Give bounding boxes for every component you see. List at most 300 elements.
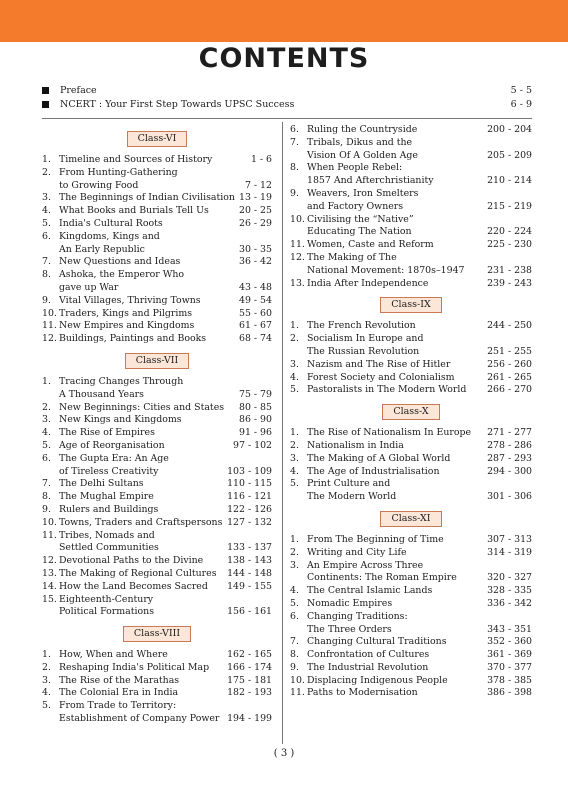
toc-entry-line[interactable] (42, 687, 272, 700)
class-label: Class-XI (380, 511, 441, 527)
chapter-number: 3. (290, 452, 299, 464)
toc-entry-line[interactable] (290, 585, 532, 598)
chapter-number: 1. (290, 320, 299, 332)
chapter-title: Age of Reorganisation (59, 439, 165, 451)
toc-entry-line[interactable] (42, 649, 272, 662)
page-range: 200 - 204 (487, 124, 532, 135)
page-range: 261 - 265 (487, 371, 532, 383)
toc-entry-line[interactable] (290, 598, 532, 611)
chapter-number: 4. (290, 465, 299, 477)
chapter-number: 4. (42, 205, 51, 217)
toc-entry-line[interactable] (42, 180, 272, 193)
chapter-title: Continents: The Roman Empire (307, 572, 457, 584)
square-bullet-icon (42, 87, 49, 94)
page-range: 336 - 342 (487, 597, 532, 609)
chapter-number: 3. (290, 358, 299, 370)
contents-left-column (42, 124, 272, 726)
chapter-number: 8. (42, 269, 51, 281)
toc-entry-line[interactable] (290, 239, 532, 252)
chapter-number: 5. (42, 217, 51, 229)
chapter-number: 5. (290, 478, 299, 490)
toc-entry-line[interactable] (42, 256, 272, 269)
chapter-title: Rulers and Buildings (59, 503, 159, 515)
page-range: 287 - 293 (487, 452, 532, 464)
page-range: 110 - 115 (227, 478, 272, 490)
chapter-title: The Central Islamic Lands (307, 585, 433, 597)
page-range: 175 - 181 (227, 674, 272, 686)
class-label: Class-VII (125, 353, 190, 369)
chapter-number: 2. (42, 661, 51, 673)
toc-entry-line[interactable] (290, 675, 532, 688)
chapter-number: 11. (42, 529, 57, 541)
preface-item-title: NCERT : Your First Step Towards UPSC Success (60, 99, 295, 110)
toc-entry-line[interactable] (290, 547, 532, 560)
chapter-title: Socialism In Europe and (307, 333, 424, 345)
chapter-title: New Kings and Kingdoms (59, 414, 182, 426)
class-section-header (42, 619, 272, 649)
chapter-title: Timeline and Sources of History (59, 154, 213, 165)
preface-item[interactable] (42, 84, 532, 98)
chapter-number: 10. (290, 213, 305, 225)
chapter-title: Print Culture and (307, 478, 391, 490)
class-label: Class-X (382, 404, 439, 420)
chapter-title: Confrontation of Cultures (307, 649, 430, 661)
toc-entry-line[interactable] (290, 226, 532, 239)
chapter-number: 4. (290, 371, 299, 383)
page-range: 370 - 377 (487, 661, 532, 673)
toc-entry-line[interactable] (42, 555, 272, 568)
chapter-title: The Three Orders (307, 623, 392, 635)
chapter-number: 13. (42, 567, 57, 579)
toc-entry-line[interactable] (42, 295, 272, 308)
toc-entry-line[interactable] (42, 269, 272, 282)
class-section-header (290, 504, 532, 534)
chapter-title: Displacing Indigenous People (307, 674, 448, 686)
chapter-title: The French Revolution (307, 320, 416, 332)
page-range: 251 - 255 (487, 345, 532, 357)
chapter-title: Devotional Paths to the Divine (59, 555, 204, 567)
toc-entry-line[interactable] (42, 530, 272, 543)
chapter-number: 10. (42, 307, 57, 319)
chapter-title: The Mughal Empire (59, 491, 154, 503)
chapter-number: 3. (42, 674, 51, 686)
toc-entry-line[interactable] (290, 278, 532, 291)
chapter-title: The Industrial Revolution (307, 661, 429, 673)
toc-entry-line[interactable] (42, 427, 272, 440)
chapter-title: New Questions and Ideas (59, 256, 181, 268)
class-label: Class-VIII (123, 626, 191, 642)
chapter-number: 6. (42, 230, 51, 242)
chapter-number: 11. (290, 239, 305, 251)
page-range: 320 - 327 (487, 572, 532, 584)
toc-entry-line[interactable] (290, 359, 532, 372)
square-bullet-icon (42, 101, 49, 108)
page-range: 103 - 109 (227, 465, 272, 477)
chapter-title: From Hunting-Gathering (59, 166, 178, 178)
toc-entry-line[interactable] (290, 188, 532, 201)
chapter-number: 9. (42, 294, 51, 306)
toc-entry-line[interactable] (290, 662, 532, 675)
chapter-title: Changing Cultural Traditions (307, 636, 447, 648)
chapter-title: Educating The Nation (307, 226, 412, 238)
page-range: 68 - 74 (239, 333, 272, 345)
chapter-number: 2. (42, 401, 51, 413)
toc-entry-line[interactable] (42, 376, 272, 389)
chapter-number: 12. (42, 555, 57, 567)
toc-entry-line[interactable] (290, 466, 532, 479)
toc-entry-line[interactable] (290, 440, 532, 453)
page-range: 80 - 85 (239, 401, 272, 413)
page-range: 91 - 96 (239, 427, 272, 439)
toc-entry-line[interactable] (290, 687, 532, 700)
chapter-title: The Beginnings of Indian Civilisation (59, 192, 235, 204)
chapter-number: 10. (290, 674, 305, 686)
chapter-title: Traders, Kings and Pilgrims (59, 307, 193, 319)
chapter-title: The Age of Industrialisation (307, 465, 440, 477)
toc-entry-line[interactable] (290, 453, 532, 466)
chapter-title: and Factory Owners (307, 200, 404, 212)
preface-item-title: Preface (60, 85, 97, 96)
toc-entry-line[interactable] (290, 624, 532, 637)
page-range: 138 - 143 (227, 555, 272, 567)
class-section-header (42, 124, 272, 154)
page-range: 244 - 250 (487, 320, 532, 332)
page-range: 343 - 351 (487, 623, 532, 635)
page-range: 225 - 230 (487, 239, 532, 251)
page-range: 220 - 224 (487, 226, 532, 238)
toc-entry-line[interactable] (290, 572, 532, 585)
column-divider (282, 122, 283, 744)
page-range: 97 - 102 (233, 439, 272, 451)
chapter-number: 2. (290, 333, 299, 345)
page-range: 149 - 155 (227, 580, 272, 592)
toc-entry-line[interactable] (290, 649, 532, 662)
contents-right-column (290, 124, 532, 700)
toc-entry-line[interactable] (290, 384, 532, 397)
chapter-title: 1857 And Afterchristianity (307, 175, 434, 187)
toc-entry-line[interactable] (290, 372, 532, 385)
chapter-number: 7. (42, 256, 51, 268)
chapter-title: Buildings, Paintings and Books (59, 333, 207, 345)
chapter-title: An Early Republic (59, 243, 145, 255)
chapter-number: 10. (42, 516, 57, 528)
toc-entry-line[interactable] (290, 427, 532, 440)
page-range: 361 - 369 (487, 649, 532, 661)
page-range: 271 - 277 (487, 427, 532, 439)
toc-entry-line[interactable] (42, 282, 272, 295)
chapter-title: From The Beginning of Time (307, 533, 444, 545)
chapter-number: 13. (290, 277, 305, 289)
chapter-title: The Modern World (307, 491, 397, 503)
chapter-number: 6. (290, 124, 299, 135)
chapter-title: The Making of The (307, 251, 397, 263)
toc-entry-line[interactable] (42, 478, 272, 491)
chapter-title: The Rise of the Marathas (59, 674, 180, 686)
page-range: 122 - 126 (227, 503, 272, 515)
chapter-title: gave up War (59, 281, 119, 293)
chapter-title: Nazism and The Rise of Hitler (307, 358, 451, 370)
chapter-number: 5. (42, 439, 51, 451)
chapter-title: The Making of A Global World (307, 452, 451, 464)
toc-entry-line[interactable] (290, 124, 532, 137)
chapter-title: The Colonial Era in India (59, 687, 179, 699)
preface-item-pages: 5 - 5 (510, 85, 532, 96)
page-range: 166 - 174 (227, 661, 272, 673)
page-range: 30 - 35 (239, 243, 272, 255)
chapter-number: 3. (290, 559, 299, 571)
chapter-number: 11. (42, 320, 57, 332)
chapter-title: Writing and City Life (307, 546, 407, 558)
page-range: 13 - 19 (239, 192, 272, 204)
toc-entry-line[interactable] (42, 167, 272, 180)
chapter-title: Reshaping India's Political Map (59, 661, 210, 673)
preface-item-pages: 6 - 9 (510, 99, 532, 110)
chapter-title: Ruling the Countryside (307, 124, 418, 135)
chapter-number: 4. (42, 427, 51, 439)
toc-entry-line[interactable] (290, 611, 532, 624)
chapter-title: New Beginnings: Cities and States (59, 401, 225, 413)
chapter-title: Vision Of A Golden Age (307, 149, 418, 161)
toc-entry-line[interactable] (42, 542, 272, 555)
chapter-number: 2. (290, 546, 299, 558)
toc-entry-line[interactable] (290, 137, 532, 150)
toc-entry-line[interactable] (42, 320, 272, 333)
toc-entry-line[interactable] (42, 504, 272, 517)
toc-entry-line[interactable] (42, 517, 272, 530)
chapter-number: 1. (42, 649, 51, 661)
toc-entry-line[interactable] (290, 320, 532, 333)
chapter-title: What Books and Burials Tell Us (59, 205, 209, 217)
page-range: 86 - 90 (239, 414, 272, 426)
toc-entry-line[interactable] (42, 402, 272, 415)
toc-entry-line[interactable] (290, 534, 532, 547)
chapter-number: 5. (290, 384, 299, 396)
toc-entry-line[interactable] (290, 162, 532, 175)
class-label: Class-IX (380, 297, 441, 313)
toc-entry-line[interactable] (42, 440, 272, 453)
chapter-title: India After Independence (307, 277, 429, 289)
toc-entry-line[interactable] (42, 466, 272, 479)
chapter-number: 7. (290, 136, 299, 148)
chapter-title: The Making of Regional Cultures (59, 567, 217, 579)
page-range: 49 - 54 (239, 294, 272, 306)
page-range: 205 - 209 (487, 149, 532, 161)
chapter-title: How the Land Becomes Sacred (59, 580, 208, 592)
chapter-title: National Movement: 1870s–1947 (307, 264, 465, 276)
page-number: ( 3 ) (273, 748, 295, 759)
class-section-header (290, 290, 532, 320)
chapter-title: An Empire Across Three (307, 559, 424, 571)
chapter-number: 8. (42, 491, 51, 503)
chapter-title: When People Rebel: (307, 162, 403, 174)
toc-entry-line[interactable] (290, 252, 532, 265)
page-range: 7 - 12 (244, 179, 272, 191)
chapter-number: 9. (290, 187, 299, 199)
toc-entry-line[interactable] (42, 594, 272, 607)
class-section-header (42, 346, 272, 376)
toc-entry-line[interactable] (290, 333, 532, 346)
page-range: 256 - 260 (487, 358, 532, 370)
chapter-title: New Empires and Kingdoms (59, 320, 195, 332)
chapter-title: Nationalism in India (307, 439, 404, 451)
toc-entry-line[interactable] (290, 214, 532, 227)
page-range: 162 - 165 (227, 649, 272, 661)
chapter-number: 3. (42, 192, 51, 204)
chapter-title: Paths to Modernisation (307, 687, 418, 699)
page-range: 266 - 270 (487, 384, 532, 396)
chapter-title: Kingdoms, Kings and (59, 230, 160, 242)
chapter-number: 2. (42, 166, 51, 178)
chapter-number: 11. (290, 687, 305, 699)
chapter-number: 3. (42, 414, 51, 426)
chapter-number: 7. (290, 636, 299, 648)
toc-entry-line[interactable] (42, 675, 272, 688)
page-range: 307 - 313 (487, 533, 532, 545)
class-section-header (290, 397, 532, 427)
page-title: CONTENTS (198, 43, 370, 74)
chapter-number: 8. (290, 162, 299, 174)
chapter-title: Ashoka, the Emperor Who (59, 269, 185, 281)
chapter-title: Towns, Traders and Craftspersons (59, 516, 223, 528)
toc-entry-line[interactable] (290, 491, 532, 504)
chapter-number: 14. (42, 580, 57, 592)
chapter-number: 12. (290, 251, 305, 263)
class-label: Class-VI (127, 131, 188, 147)
chapter-number: 8. (290, 649, 299, 661)
page-range: 294 - 300 (487, 465, 532, 477)
toc-entry-line[interactable] (42, 154, 272, 167)
toc-entry-line[interactable] (42, 231, 272, 244)
contents-divider (42, 118, 532, 119)
page-range: 215 - 219 (487, 200, 532, 212)
toc-entry-line[interactable] (42, 192, 272, 205)
chapter-number: 5. (290, 597, 299, 609)
chapter-number: 1. (42, 375, 51, 387)
chapter-number: 2. (290, 439, 299, 451)
page-range: 36 - 42 (239, 256, 272, 268)
page-range: 314 - 319 (487, 546, 532, 558)
toc-entry-line[interactable] (42, 662, 272, 675)
chapter-number: 1. (42, 154, 51, 165)
chapter-title: Eighteenth-Century (59, 593, 154, 605)
toc-entry-line[interactable] (42, 606, 272, 619)
chapter-title: Women, Caste and Reform (307, 239, 434, 251)
toc-entry-line[interactable] (42, 308, 272, 321)
chapter-title: From Trade to Territory: (59, 700, 177, 712)
page-range: 127 - 132 (227, 516, 272, 528)
toc-entry-line[interactable] (42, 218, 272, 231)
chapter-title: The Delhi Sultans (59, 478, 144, 490)
chapter-number: 6. (42, 452, 51, 464)
page-range: 55 - 60 (239, 307, 272, 319)
chapter-title: A Thousand Years (59, 388, 144, 400)
toc-entry-line[interactable] (42, 414, 272, 427)
chapter-title: The Rise of Empires (59, 427, 155, 439)
toc-entry-line[interactable] (42, 389, 272, 402)
chapter-title: The Russian Revolution (307, 345, 420, 357)
toc-entry-line[interactable] (290, 560, 532, 573)
toc-entry-line[interactable] (290, 265, 532, 278)
page-range: 75 - 79 (239, 388, 272, 400)
chapter-number: 1. (290, 533, 299, 545)
page-range: 352 - 360 (487, 636, 532, 648)
chapter-title: Vital Villages, Thriving Towns (59, 294, 201, 306)
page-range: 26 - 29 (239, 217, 272, 229)
toc-entry-line[interactable] (290, 201, 532, 214)
chapter-title: Changing Traditions: (307, 610, 408, 622)
chapter-title: The Rise of Nationalism In Europe (307, 427, 472, 439)
top-color-bar (0, 0, 568, 42)
toc-entry-line[interactable] (290, 636, 532, 649)
chapter-title: Political Formations (59, 606, 155, 618)
toc-entry-line[interactable] (290, 346, 532, 359)
toc-entry-line[interactable] (42, 205, 272, 218)
chapter-number: 4. (290, 585, 299, 597)
chapter-title: India's Cultural Roots (59, 217, 163, 229)
page-range: 378 - 385 (487, 674, 532, 686)
chapter-title: How, When and Where (59, 649, 168, 661)
toc-entry-line[interactable] (290, 175, 532, 188)
toc-entry-line[interactable] (42, 700, 272, 713)
page-range: 144 - 148 (227, 567, 272, 579)
page-range: 182 - 193 (227, 687, 272, 699)
chapter-title: Tribes, Nomads and (59, 529, 155, 541)
toc-entry-line[interactable] (290, 150, 532, 163)
chapter-number: 4. (42, 687, 51, 699)
chapter-title: Pastoralists in The Modern World (307, 384, 467, 396)
preface-item[interactable] (42, 98, 532, 112)
toc-entry-line[interactable] (42, 581, 272, 594)
page-range: 194 - 199 (227, 713, 272, 725)
chapter-number: 15. (42, 593, 57, 605)
chapter-title: to Growing Food (59, 179, 139, 191)
page-range: 133 - 137 (227, 542, 272, 554)
page-range: 61 - 67 (239, 320, 272, 332)
toc-entry-line[interactable] (290, 478, 532, 491)
page-range: 278 - 286 (487, 439, 532, 451)
chapter-title: Tribals, Dikus and the (307, 136, 413, 148)
chapter-title: Establishment of Company Power (59, 713, 220, 725)
page-range: 231 - 238 (487, 264, 532, 276)
chapter-number: 9. (42, 503, 51, 515)
toc-entry-line[interactable] (42, 244, 272, 257)
chapter-title: of Tireless Creativity (59, 465, 159, 477)
page-range: 328 - 335 (487, 585, 532, 597)
chapter-title: Nomadic Empires (307, 597, 393, 609)
page-range: 386 - 398 (487, 687, 532, 699)
page-range: 116 - 121 (227, 491, 272, 503)
chapter-title: The Gupta Era: An Age (59, 452, 169, 464)
chapter-number: 6. (290, 610, 299, 622)
toc-entry-line[interactable] (42, 333, 272, 346)
toc-entry-line[interactable] (42, 453, 272, 466)
toc-entry-line[interactable] (42, 491, 272, 504)
page-range: 210 - 214 (487, 175, 532, 187)
page-range: 1 - 6 (250, 154, 272, 165)
chapter-number: 12. (42, 333, 57, 345)
page-range: 43 - 48 (239, 281, 272, 293)
toc-entry-line[interactable] (42, 568, 272, 581)
page-range: 156 - 161 (227, 606, 272, 618)
chapter-title: Tracing Changes Through (59, 375, 184, 387)
chapter-title: Weavers, Iron Smelters (307, 187, 419, 199)
chapter-number: 5. (42, 700, 51, 712)
chapter-number: 1. (290, 427, 299, 439)
chapter-number: 9. (290, 661, 299, 673)
toc-entry-line[interactable] (42, 713, 272, 726)
page-range: 239 - 243 (487, 277, 532, 289)
chapter-title: Settled Communities (59, 542, 159, 554)
